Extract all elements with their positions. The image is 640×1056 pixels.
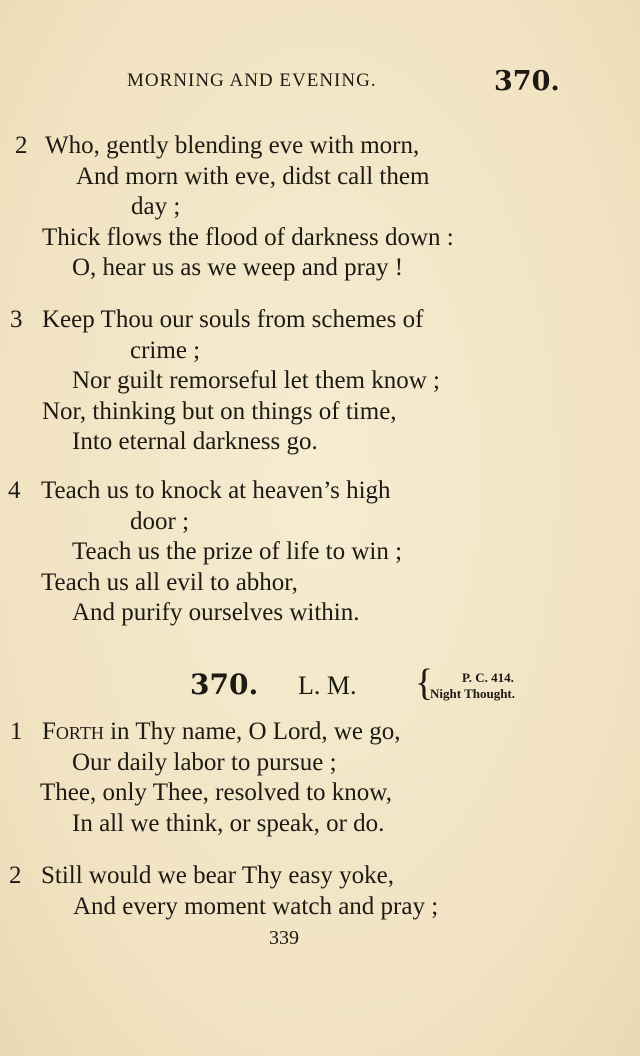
verse-line-text: in Thy name, O Lord, we go,	[103, 718, 401, 745]
page-number: 339	[269, 927, 299, 949]
verse-line: Thick flows the flood of darkness down :	[42, 223, 454, 251]
tune-reference-line-1: P. C. 414.	[462, 670, 514, 685]
verse-line: And purify ourselves within.	[72, 599, 360, 626]
verse-line: Into eternal darkness go.	[72, 428, 318, 455]
verse-line: Teach us all evil to abhor,	[41, 568, 298, 596]
running-head-title: MORNING AND EVENING.	[127, 70, 377, 91]
verse-line: Our daily labor to pursue ;	[72, 748, 337, 776]
page-hymn-number: 370.	[494, 66, 560, 97]
verse-line: And every moment watch and pray ;	[73, 892, 439, 920]
verse-line	[8, 476, 402, 507]
verse-line	[15, 131, 454, 162]
verse-first-word: Forth	[42, 718, 104, 745]
tune-reference	[430, 670, 515, 702]
verse-line: Nor, thinking but on things of time,	[42, 397, 397, 425]
verse-line: Thee, only Thee, resolved to know,	[40, 779, 392, 806]
tune-reference-line-2: Night Thought.	[430, 686, 516, 701]
verse-line: day ;	[131, 193, 181, 220]
hymn-verse-1	[10, 717, 401, 839]
hymn-header	[190, 662, 580, 708]
hymn-number: 370.	[190, 668, 259, 701]
previous-hymn-verse-4	[8, 476, 403, 629]
verse-line-text: Teach us to knock at heaven’s high	[41, 477, 391, 504]
verse-line	[9, 861, 438, 892]
verse-line-text: Who, gently blending eve with morn,	[45, 132, 420, 159]
verse-line	[10, 717, 401, 748]
verse-line: Teach us the prize of life to win ;	[72, 538, 403, 565]
previous-hymn-verse-3	[10, 305, 440, 458]
hymn-verse-2	[9, 861, 439, 922]
previous-hymn-verse-2	[15, 131, 454, 284]
hymn-meter: L. M.	[298, 671, 357, 700]
brace-icon: {	[415, 662, 434, 704]
verse-number: 3	[10, 306, 23, 333]
verse-line	[10, 305, 440, 336]
verse-line: In all we think, or speak, or do.	[72, 809, 385, 837]
verse-line: And morn with eve, didst call them	[76, 162, 430, 190]
verse-line: Nor guilt remorseful let them know ;	[72, 367, 440, 394]
verse-line-text: Keep Thou our souls from schemes of	[42, 306, 424, 333]
verse-number: 1	[10, 718, 23, 745]
verse-number: 2	[9, 862, 22, 889]
verse-line: door ;	[130, 507, 190, 535]
verse-number: 4	[8, 477, 21, 504]
verse-line-text: Still would we bear Thy easy yoke,	[41, 862, 394, 889]
verse-number: 2	[15, 132, 28, 159]
verse-line: crime ;	[130, 336, 201, 364]
verse-line: O, hear us as we weep and pray !	[72, 254, 404, 281]
